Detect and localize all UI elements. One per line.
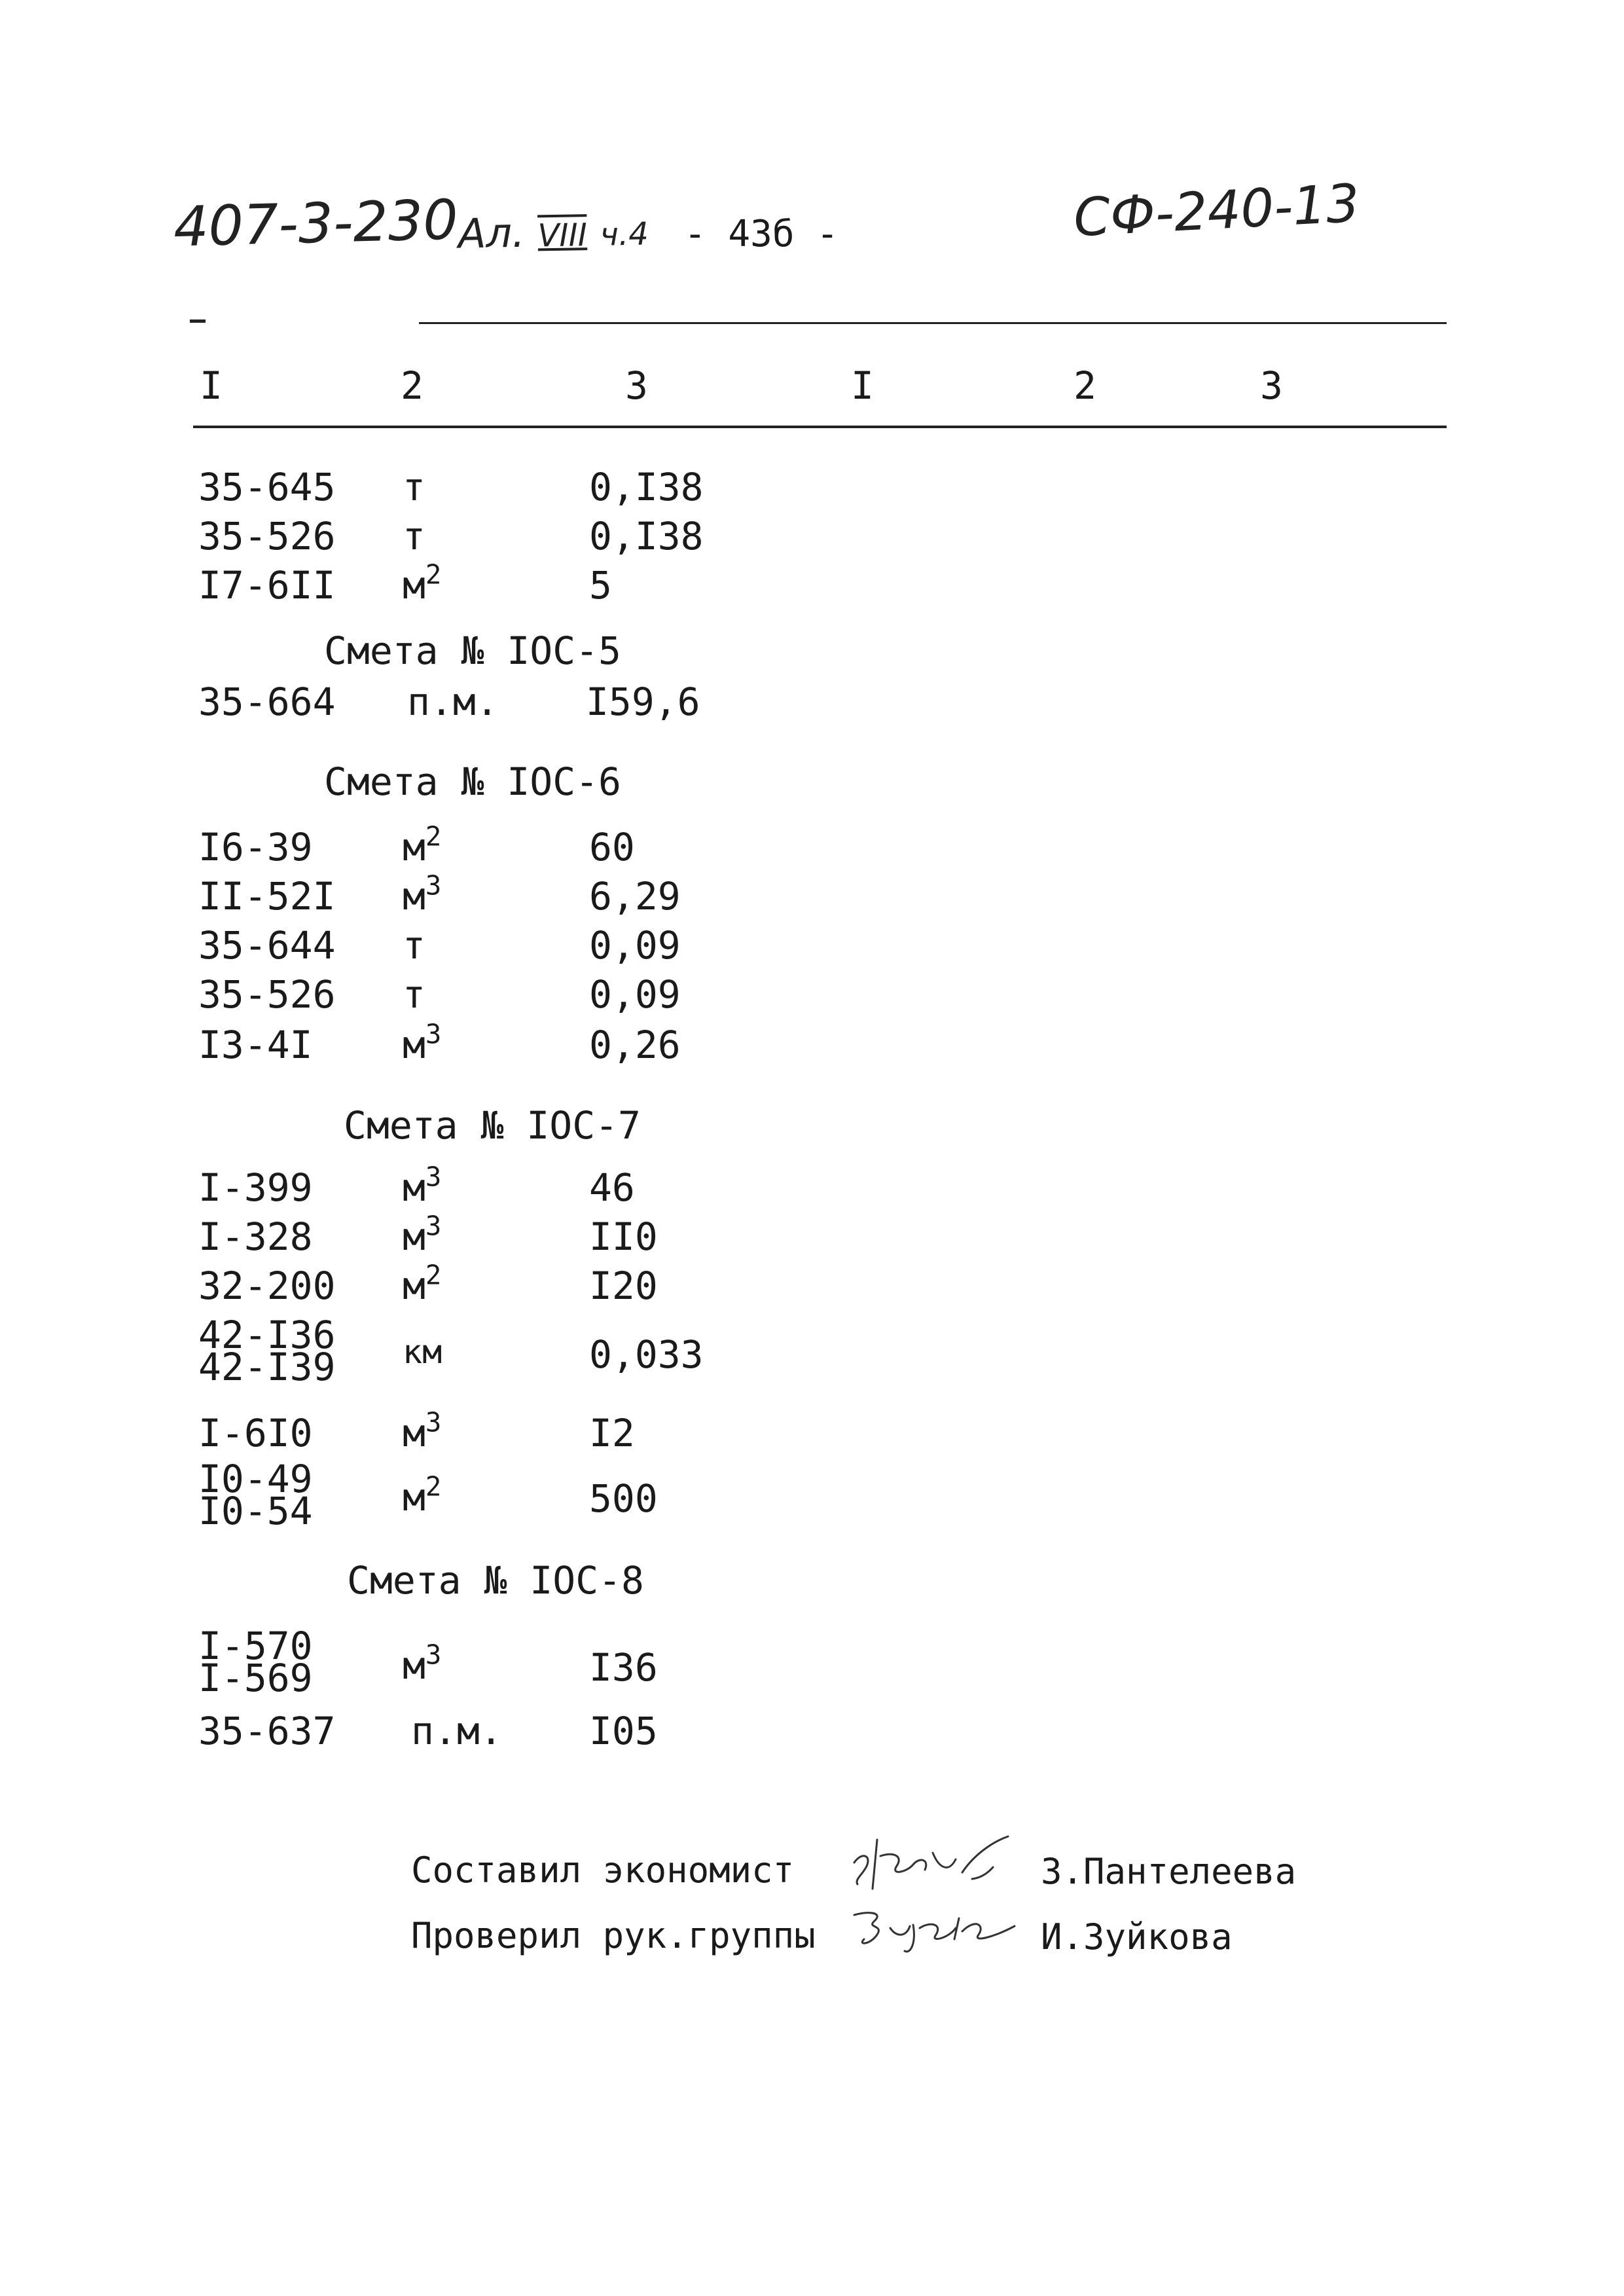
- row-code: I-570 I-569: [198, 1624, 313, 1701]
- row-unit: т: [403, 972, 425, 1017]
- row-code: 35-664: [198, 680, 336, 724]
- section-title: Смета № IOC-5: [324, 629, 621, 673]
- row-unit: $м^3$: [403, 869, 442, 919]
- column-header-1: I: [200, 363, 223, 408]
- row-qty: II0: [589, 1214, 658, 1259]
- signature-name: З.Пантелеева: [1041, 1851, 1297, 1892]
- row-code: I-399: [198, 1165, 313, 1210]
- row-qty: 0,09: [589, 972, 681, 1017]
- page-number: - 43б -: [684, 213, 839, 255]
- section-title: Смета № IOC-6: [324, 759, 621, 804]
- album-reference: [458, 206, 649, 257]
- row-qty: 5: [589, 563, 612, 608]
- album-part: ч.4: [600, 215, 649, 253]
- top-rule-tick: [190, 319, 206, 323]
- row-unit: $м^2$: [403, 558, 442, 608]
- column-header-4: I: [851, 363, 874, 408]
- row-qty: I36: [589, 1645, 658, 1690]
- row-qty: 0,033: [589, 1332, 704, 1377]
- row-qty: 0,I38: [589, 514, 704, 558]
- column-header-5: 2: [1074, 363, 1096, 408]
- album-roman: VIII: [537, 217, 588, 255]
- row-code: I3-4I: [198, 1023, 313, 1067]
- row-code: 35-637: [198, 1709, 336, 1753]
- column-header-6: 3: [1260, 363, 1283, 408]
- row-code: II-52I: [198, 874, 336, 919]
- row-qty: 46: [589, 1165, 635, 1210]
- row-unit: $м^2$: [403, 1259, 442, 1308]
- row-code: 35-645: [198, 465, 336, 509]
- document-code: 407-3-230: [172, 187, 459, 259]
- column-header-2: 2: [401, 363, 424, 408]
- row-unit: $м^3$: [403, 1018, 442, 1067]
- row-code: I-6I0: [198, 1411, 313, 1455]
- row-unit: п.м.: [411, 1709, 503, 1753]
- column-header-3: 3: [625, 363, 648, 408]
- row-code: 42-I36 42-I39: [198, 1313, 336, 1390]
- top-rule: [419, 322, 1447, 324]
- row-qty: 0,26: [589, 1023, 681, 1067]
- header-rule: [193, 426, 1447, 428]
- row-qty: 500: [589, 1476, 658, 1521]
- row-unit: $м^2$: [403, 820, 442, 869]
- row-qty: I2: [589, 1411, 635, 1455]
- row-code: 35-644: [198, 923, 336, 968]
- row-qty: 0,I38: [589, 465, 704, 509]
- row-code: 35-526: [198, 972, 336, 1017]
- row-unit: т: [403, 923, 425, 968]
- row-code: 32-200: [198, 1264, 336, 1308]
- row-unit: $м^2$: [403, 1470, 442, 1520]
- row-qty: 6,29: [589, 874, 681, 919]
- section-title: Смета № IOC-7: [344, 1103, 641, 1148]
- row-code: I6-39: [198, 825, 313, 869]
- signature-role: Составил экономист: [411, 1850, 795, 1891]
- row-code: I7-6II: [198, 563, 336, 608]
- row-qty: 60: [589, 825, 635, 869]
- row-qty: 0,09: [589, 923, 681, 968]
- row-unit: т: [403, 514, 425, 558]
- row-code: I-328: [198, 1214, 313, 1259]
- row-qty: I59,6: [586, 680, 700, 724]
- album-prefix: Ал.: [458, 208, 526, 258]
- row-unit: п.м.: [407, 680, 499, 724]
- signature-role: Проверил рук.группы: [411, 1915, 816, 1956]
- row-code: I0-49 I0-54: [198, 1457, 313, 1534]
- signature-name: И.Зуйкова: [1041, 1916, 1233, 1958]
- row-unit: $м^3$: [403, 1406, 442, 1455]
- row-unit: $м^3$: [403, 1639, 442, 1688]
- row-qty: I05: [589, 1709, 658, 1753]
- sheet-code: СФ-240-13: [1072, 172, 1362, 249]
- handwritten-signature: [844, 1899, 1028, 1958]
- row-code: 35-526: [198, 514, 336, 558]
- row-unit: $м^3$: [403, 1161, 442, 1210]
- row-unit: км: [403, 1333, 442, 1371]
- section-title: Смета № IOC-8: [347, 1558, 644, 1603]
- row-unit: т: [403, 465, 425, 509]
- handwritten-signature: [841, 1827, 1018, 1899]
- row-qty: I20: [589, 1264, 658, 1308]
- row-unit: $м^3$: [403, 1210, 442, 1259]
